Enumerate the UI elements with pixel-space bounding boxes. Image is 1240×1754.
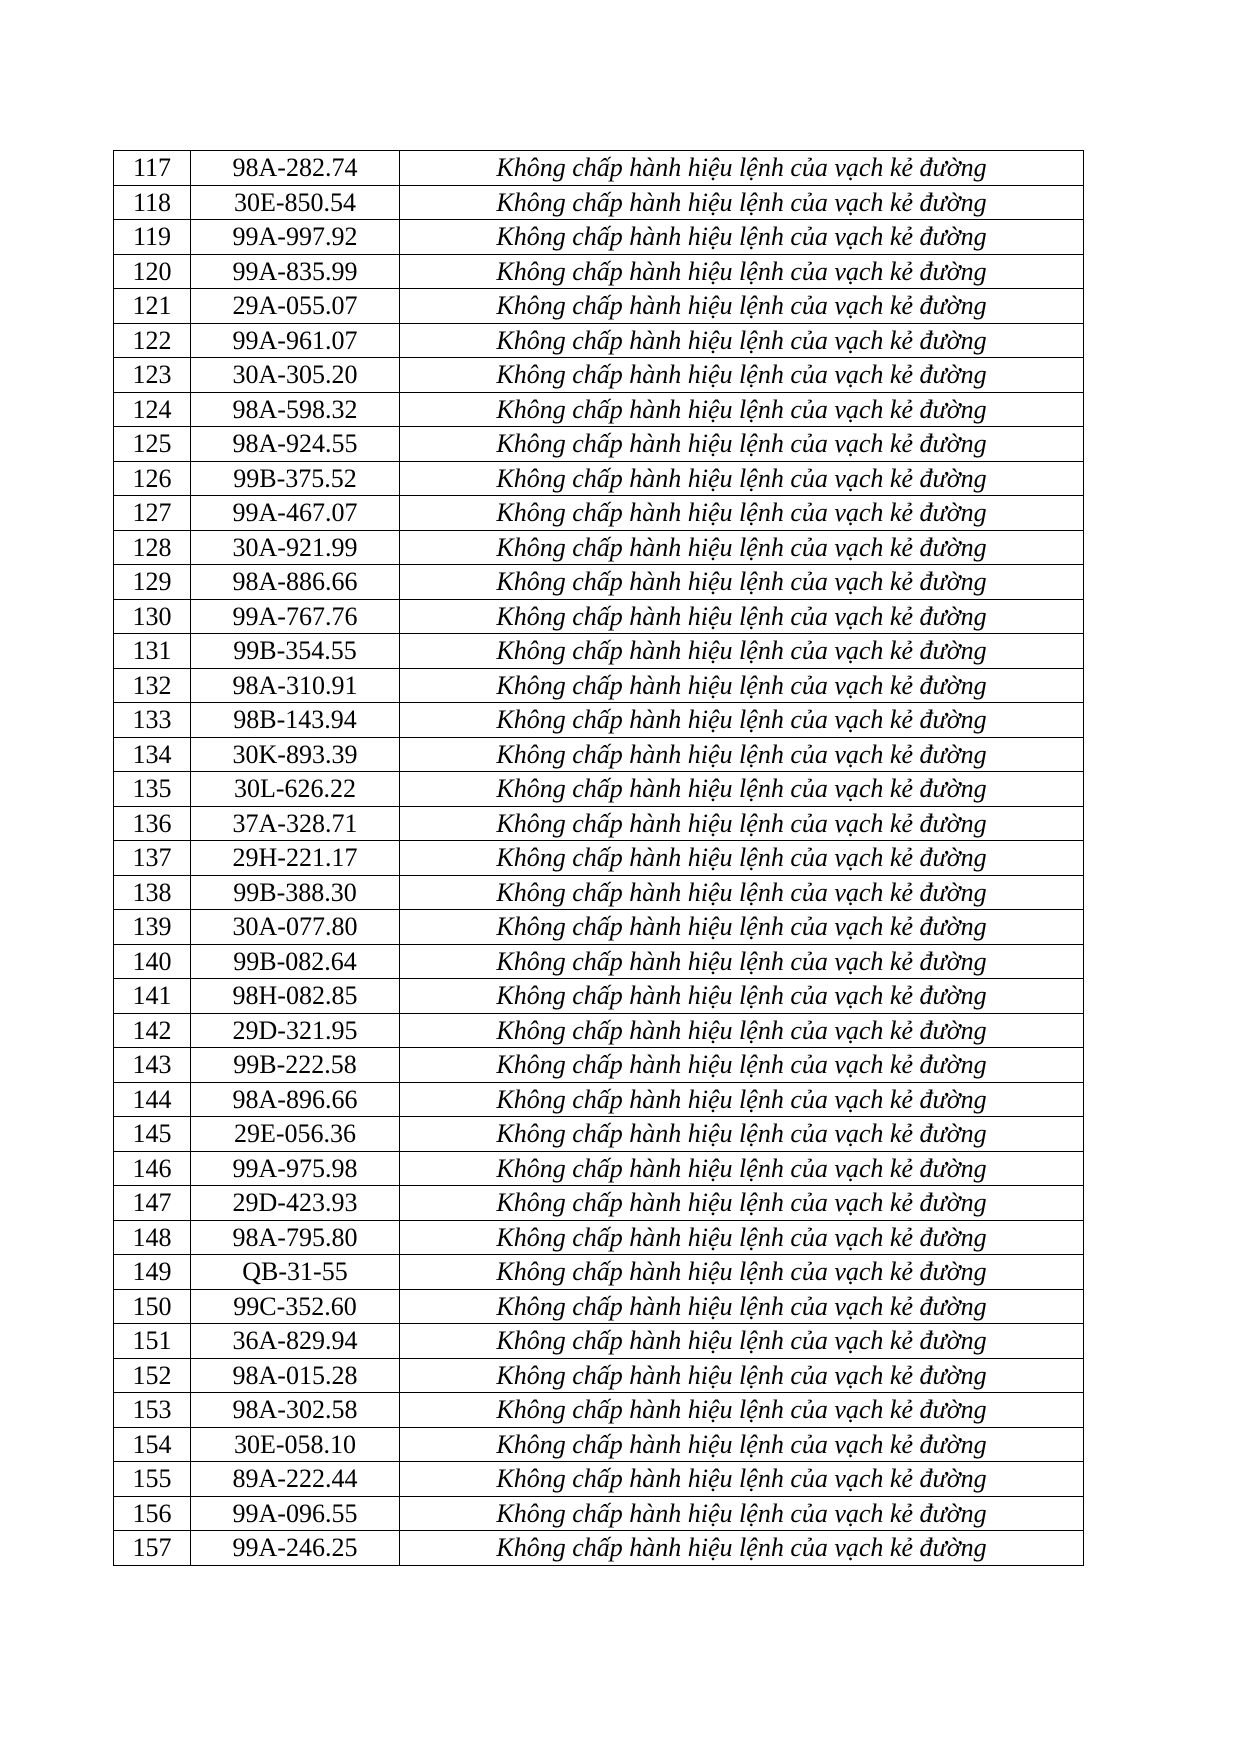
violation-reason-cell: Không chấp hành hiệu lệnh của vạch kẻ đường	[400, 185, 1084, 220]
row-number-cell: 132	[114, 668, 191, 703]
row-number-cell: 118	[114, 185, 191, 220]
row-number-cell: 142	[114, 1013, 191, 1048]
violation-reason-cell: Không chấp hành hiệu lệnh của vạch kẻ đường	[400, 323, 1084, 358]
table-row	[114, 1013, 1084, 1048]
table-row	[114, 910, 1084, 945]
table-row	[114, 1186, 1084, 1221]
table-row	[114, 1427, 1084, 1462]
row-number-cell: 141	[114, 979, 191, 1014]
violation-reason-cell: Không chấp hành hiệu lệnh của vạch kẻ đường	[400, 496, 1084, 531]
row-number-cell: 157	[114, 1531, 191, 1566]
table-row	[114, 1220, 1084, 1255]
table-row	[114, 1393, 1084, 1428]
table-row	[114, 1117, 1084, 1152]
table-row	[114, 151, 1084, 186]
license-plate-cell: 98A-896.66	[191, 1082, 400, 1117]
table-row	[114, 1496, 1084, 1531]
violation-reason-cell: Không chấp hành hiệu lệnh của vạch kẻ đường	[400, 1117, 1084, 1152]
violation-reason-cell: Không chấp hành hiệu lệnh của vạch kẻ đường	[400, 944, 1084, 979]
license-plate-cell: QB-31-55	[191, 1255, 400, 1290]
violation-reason-cell: Không chấp hành hiệu lệnh của vạch kẻ đường	[400, 1082, 1084, 1117]
license-plate-cell: 99B-222.58	[191, 1048, 400, 1083]
row-number-cell: 117	[114, 151, 191, 186]
violation-reason-cell: Không chấp hành hiệu lệnh của vạch kẻ đường	[400, 392, 1084, 427]
license-plate-cell: 89A-222.44	[191, 1462, 400, 1497]
violation-reason-cell: Không chấp hành hiệu lệnh của vạch kẻ đường	[400, 737, 1084, 772]
row-number-cell: 136	[114, 806, 191, 841]
violation-reason-cell: Không chấp hành hiệu lệnh của vạch kẻ đường	[400, 289, 1084, 324]
license-plate-cell: 99A-467.07	[191, 496, 400, 531]
violation-reason-cell: Không chấp hành hiệu lệnh của vạch kẻ đường	[400, 254, 1084, 289]
table-row	[114, 806, 1084, 841]
row-number-cell: 144	[114, 1082, 191, 1117]
violation-reason-cell: Không chấp hành hiệu lệnh của vạch kẻ đường	[400, 1531, 1084, 1566]
violation-reason-cell: Không chấp hành hiệu lệnh của vạch kẻ đường	[400, 1393, 1084, 1428]
row-number-cell: 121	[114, 289, 191, 324]
license-plate-cell: 29A-055.07	[191, 289, 400, 324]
row-number-cell: 135	[114, 772, 191, 807]
license-plate-cell: 30A-921.99	[191, 530, 400, 565]
table-row	[114, 1048, 1084, 1083]
row-number-cell: 134	[114, 737, 191, 772]
license-plate-cell: 29H-221.17	[191, 841, 400, 876]
row-number-cell: 140	[114, 944, 191, 979]
table-row	[114, 530, 1084, 565]
license-plate-cell: 36A-829.94	[191, 1324, 400, 1359]
table-row	[114, 944, 1084, 979]
license-plate-cell: 99A-767.76	[191, 599, 400, 634]
row-number-cell: 126	[114, 461, 191, 496]
row-number-cell: 130	[114, 599, 191, 634]
violation-reason-cell: Không chấp hành hiệu lệnh của vạch kẻ đường	[400, 1358, 1084, 1393]
license-plate-cell: 30A-305.20	[191, 358, 400, 393]
license-plate-cell: 99B-082.64	[191, 944, 400, 979]
violation-reason-cell: Không chấp hành hiệu lệnh của vạch kẻ đường	[400, 841, 1084, 876]
violation-reason-cell: Không chấp hành hiệu lệnh của vạch kẻ đường	[400, 1324, 1084, 1359]
license-plate-cell: 30E-058.10	[191, 1427, 400, 1462]
violation-reason-cell: Không chấp hành hiệu lệnh của vạch kẻ đường	[400, 910, 1084, 945]
row-number-cell: 120	[114, 254, 191, 289]
table-row	[114, 427, 1084, 462]
row-number-cell: 147	[114, 1186, 191, 1221]
table-row	[114, 1531, 1084, 1566]
violation-reason-cell: Không chấp hành hiệu lệnh của vạch kẻ đường	[400, 565, 1084, 600]
license-plate-cell: 99A-096.55	[191, 1496, 400, 1531]
table-row	[114, 496, 1084, 531]
license-plate-cell: 98A-924.55	[191, 427, 400, 462]
table-row	[114, 289, 1084, 324]
violation-reason-cell: Không chấp hành hiệu lệnh của vạch kẻ đường	[400, 427, 1084, 462]
violation-reason-cell: Không chấp hành hiệu lệnh của vạch kẻ đường	[400, 1013, 1084, 1048]
row-number-cell: 127	[114, 496, 191, 531]
violation-reason-cell: Không chấp hành hiệu lệnh của vạch kẻ đường	[400, 1151, 1084, 1186]
violations-table-body	[114, 151, 1084, 1566]
row-number-cell: 125	[114, 427, 191, 462]
violation-reason-cell: Không chấp hành hiệu lệnh của vạch kẻ đường	[400, 530, 1084, 565]
table-row	[114, 1289, 1084, 1324]
table-row	[114, 220, 1084, 255]
row-number-cell: 133	[114, 703, 191, 738]
license-plate-cell: 98B-143.94	[191, 703, 400, 738]
table-row	[114, 979, 1084, 1014]
table-row	[114, 841, 1084, 876]
violation-reason-cell: Không chấp hành hiệu lệnh của vạch kẻ đường	[400, 599, 1084, 634]
table-row	[114, 1358, 1084, 1393]
license-plate-cell: 99B-354.55	[191, 634, 400, 669]
table-row	[114, 1324, 1084, 1359]
violation-reason-cell: Không chấp hành hiệu lệnh của vạch kẻ đường	[400, 1289, 1084, 1324]
license-plate-cell: 29D-321.95	[191, 1013, 400, 1048]
license-plate-cell: 99A-246.25	[191, 1531, 400, 1566]
row-number-cell: 137	[114, 841, 191, 876]
violation-reason-cell: Không chấp hành hiệu lệnh của vạch kẻ đường	[400, 1427, 1084, 1462]
violation-reason-cell: Không chấp hành hiệu lệnh của vạch kẻ đường	[400, 1220, 1084, 1255]
table-row	[114, 1255, 1084, 1290]
license-plate-cell: 98A-015.28	[191, 1358, 400, 1393]
table-row	[114, 599, 1084, 634]
license-plate-cell: 99B-388.30	[191, 875, 400, 910]
row-number-cell: 151	[114, 1324, 191, 1359]
row-number-cell: 128	[114, 530, 191, 565]
row-number-cell: 154	[114, 1427, 191, 1462]
table-row	[114, 185, 1084, 220]
license-plate-cell: 37A-328.71	[191, 806, 400, 841]
license-plate-cell: 29D-423.93	[191, 1186, 400, 1221]
table-row	[114, 1462, 1084, 1497]
violation-reason-cell: Không chấp hành hiệu lệnh của vạch kẻ đường	[400, 703, 1084, 738]
license-plate-cell: 98H-082.85	[191, 979, 400, 1014]
row-number-cell: 156	[114, 1496, 191, 1531]
row-number-cell: 139	[114, 910, 191, 945]
violation-reason-cell: Không chấp hành hiệu lệnh của vạch kẻ đường	[400, 875, 1084, 910]
table-row	[114, 565, 1084, 600]
row-number-cell: 145	[114, 1117, 191, 1152]
violation-reason-cell: Không chấp hành hiệu lệnh của vạch kẻ đường	[400, 220, 1084, 255]
violations-table	[113, 150, 1084, 1566]
violation-reason-cell: Không chấp hành hiệu lệnh của vạch kẻ đường	[400, 358, 1084, 393]
violation-reason-cell: Không chấp hành hiệu lệnh của vạch kẻ đường	[400, 979, 1084, 1014]
table-row	[114, 737, 1084, 772]
row-number-cell: 153	[114, 1393, 191, 1428]
license-plate-cell: 98A-282.74	[191, 151, 400, 186]
violation-reason-cell: Không chấp hành hiệu lệnh của vạch kẻ đường	[400, 806, 1084, 841]
license-plate-cell: 30L-626.22	[191, 772, 400, 807]
license-plate-cell: 98A-795.80	[191, 1220, 400, 1255]
violation-reason-cell: Không chấp hành hiệu lệnh của vạch kẻ đường	[400, 634, 1084, 669]
table-row	[114, 461, 1084, 496]
row-number-cell: 122	[114, 323, 191, 358]
row-number-cell: 150	[114, 1289, 191, 1324]
violation-reason-cell: Không chấp hành hiệu lệnh của vạch kẻ đường	[400, 1462, 1084, 1497]
license-plate-cell: 98A-886.66	[191, 565, 400, 600]
table-row	[114, 358, 1084, 393]
table-row	[114, 703, 1084, 738]
license-plate-cell: 98A-302.58	[191, 1393, 400, 1428]
license-plate-cell: 99A-835.99	[191, 254, 400, 289]
row-number-cell: 124	[114, 392, 191, 427]
license-plate-cell: 30E-850.54	[191, 185, 400, 220]
row-number-cell: 119	[114, 220, 191, 255]
row-number-cell: 149	[114, 1255, 191, 1290]
violation-reason-cell: Không chấp hành hiệu lệnh của vạch kẻ đường	[400, 1255, 1084, 1290]
violation-reason-cell: Không chấp hành hiệu lệnh của vạch kẻ đường	[400, 1496, 1084, 1531]
license-plate-cell: 29E-056.36	[191, 1117, 400, 1152]
violation-reason-cell: Không chấp hành hiệu lệnh của vạch kẻ đường	[400, 1048, 1084, 1083]
license-plate-cell: 98A-598.32	[191, 392, 400, 427]
table-row	[114, 668, 1084, 703]
row-number-cell: 138	[114, 875, 191, 910]
table-row	[114, 323, 1084, 358]
license-plate-cell: 99A-975.98	[191, 1151, 400, 1186]
row-number-cell: 148	[114, 1220, 191, 1255]
license-plate-cell: 99A-961.07	[191, 323, 400, 358]
table-row	[114, 875, 1084, 910]
row-number-cell: 143	[114, 1048, 191, 1083]
table-row	[114, 254, 1084, 289]
violation-reason-cell: Không chấp hành hiệu lệnh của vạch kẻ đường	[400, 151, 1084, 186]
table-row	[114, 634, 1084, 669]
license-plate-cell: 98A-310.91	[191, 668, 400, 703]
table-row	[114, 392, 1084, 427]
row-number-cell: 131	[114, 634, 191, 669]
violation-reason-cell: Không chấp hành hiệu lệnh của vạch kẻ đường	[400, 668, 1084, 703]
violation-reason-cell: Không chấp hành hiệu lệnh của vạch kẻ đường	[400, 461, 1084, 496]
license-plate-cell: 99A-997.92	[191, 220, 400, 255]
violation-reason-cell: Không chấp hành hiệu lệnh của vạch kẻ đường	[400, 772, 1084, 807]
license-plate-cell: 30K-893.39	[191, 737, 400, 772]
table-row	[114, 1151, 1084, 1186]
row-number-cell: 123	[114, 358, 191, 393]
row-number-cell: 146	[114, 1151, 191, 1186]
license-plate-cell: 99B-375.52	[191, 461, 400, 496]
license-plate-cell: 30A-077.80	[191, 910, 400, 945]
license-plate-cell: 99C-352.60	[191, 1289, 400, 1324]
row-number-cell: 155	[114, 1462, 191, 1497]
row-number-cell: 129	[114, 565, 191, 600]
row-number-cell: 152	[114, 1358, 191, 1393]
violation-reason-cell: Không chấp hành hiệu lệnh của vạch kẻ đường	[400, 1186, 1084, 1221]
table-row	[114, 772, 1084, 807]
table-row	[114, 1082, 1084, 1117]
